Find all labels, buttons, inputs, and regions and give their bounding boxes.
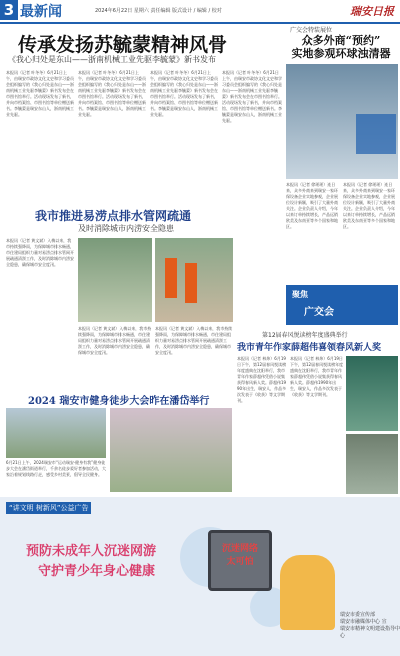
article3-body-col3: 本报讯（记者 黄文斌）入梅以来，我市持续强降雨，为保障城市排水畅通，市住建局组织力量对易涝点排水管网开展疏通清淤工作，及时消除城市内涝安全隐患，确保城市安全度汛。 (155, 326, 233, 355)
article2-body-col1: 本报讯（记者 徐瑶瑶）连日来，众多外商来到瑞安一家环保设备企业实地参观，企业展位设计新颖，吸引了大量外商关注。企业负责人介绍，今年以来订单持续增长，产品远销欧美及东南亚等多个国家和地区。 (286, 182, 338, 229)
page-number: 3 (0, 0, 18, 20)
side-sub: 广交会 (304, 307, 334, 318)
article1-body-col3: 本报讯（记者 叶冬冬）6月21日上午，由瑞安市政协文化文史和学习委员会组织编写的《我心归处是东山——浙南机械工业先驱李毓蒙》新书发布会在市图书馆举行。活动现场发布了新书，并向市档案馆、市图书馆等单位赠送新书。李毓蒙是瑞安东山人，浙南机械工业先驱。 (150, 70, 218, 117)
article3-photo-2 (155, 238, 233, 322)
article3-title: 我市推进易涝点排水管网疏通 (35, 209, 192, 223)
article2-title: 众多外商“预约” 实地参观环球浊清器 (291, 34, 391, 60)
newspaper-logo: 瑞安日报 (350, 5, 394, 18)
ad-slogan-1: 预防未成年人沉迷网游 (26, 544, 157, 559)
article1-body-col1: 本报讯（记者 叶冬冬）6月21日上午，由瑞安市政协文化文史和学习委员会组织编写的《我心归处是东山——浙南机械工业先驱李毓蒙》新书发布会在市图书馆举行。活动现场发布了新书，并向市档案馆、市图书馆等单位赠送新书。李毓蒙是瑞安东山人，浙南机械工业先驱。 (6, 70, 74, 117)
section-title: 最新闻 (20, 4, 62, 20)
ad-footer: 瑞安市委宣传部 瑞安市融媒体中心 宣 瑞安市精神文明建设指导中心 (340, 612, 400, 639)
article4-photo-1 (6, 408, 106, 458)
article5-body-col2: 本报讯（记者 林炜）6月19日下午，第12届春风悦读榜年度盛典在沈阳举行，我市青年作家薛超伟凭借小说集获得春风新人奖。薛超伟1990年出生，瑞安人，作品多次发表于《收获》等文学期刊。 (290, 356, 344, 397)
article5-photo-1 (346, 356, 398, 431)
article3-subtitle: 及时消除城市内涝安全隐患 (78, 224, 174, 233)
article5-title: 我市青年作家薛超伟喜领春风新人奖 (237, 343, 382, 353)
article1-subtitle: 《我心归处是东山——浙南机械工业先驱李毓蒙》新书发布 (8, 55, 216, 64)
article2-photo (286, 64, 398, 179)
article4-title: 2024 瑞安市健身徒步大会昨在潘岱举行 (28, 396, 210, 407)
header-meta: 2024年6月22日 星期六 责任编辑 版式设计 / 编辑 / 校对 (95, 8, 222, 14)
article1-body-col2: 本报讯（记者 叶冬冬）6月21日上午，由瑞安市政协文化文史和学习委员会组织编写的《我心归处是东山——浙南机械工业先驱李毓蒙》新书发布会在市图书馆举行。活动现场发布了新书，并向市档案馆、市图书馆等单位赠送新书。李毓蒙是瑞安东山人，浙南机械工业先驱。 (78, 70, 146, 117)
article3-photo-1 (78, 238, 152, 322)
article5-photo-2 (346, 434, 398, 494)
worker-figure (185, 263, 197, 303)
article2-body-col2: 本报讯（记者 徐瑶瑶）连日来，众多外商来到瑞安一家环保设备企业实地参观，企业展位设计新颖，吸引了大量外商关注。企业负责人介绍，今年以来订单持续增长，产品远销欧美及东南亚等多个国家和地区。 (343, 182, 395, 229)
article1-title: 传承发扬苏毓蒙精神风骨 (18, 34, 228, 56)
child-illustration (280, 555, 335, 630)
ad-title: “讲文明 树新风”公益广告 (6, 502, 91, 514)
article4-body: 6月21日上午，2024瑞安市“运动瑞安·健身有我”健身徒步大会在潘岱街道举行，千余名徒步爱好者参加活动，大家沿着规划线路行走，感受乡村美景，倡导全民健身。 (6, 460, 106, 477)
ad-slogan-2: 守护青少年身心健康 (38, 564, 156, 579)
worker-figure (165, 258, 177, 298)
article1-body-col4: 本报讯（记者 叶冬冬）6月21日上午，由瑞安市政协文化文史和学习委员会组织编写的《我心归处是东山——浙南机械工业先驱李毓蒙》新书发布会在市图书馆举行。活动现场发布了新书，并向市档案馆、市图书馆等单位赠送新书。李毓蒙是瑞安东山人，浙南机械工业先驱。 (222, 70, 282, 123)
article3-body: 本报讯（记者 黄文斌）入梅以来，我市持续强降雨，为保障城市排水畅通，市住建局组织力量对易涝点排水管网开展疏通清淤工作，及时消除城市内涝安全隐患，确保城市安全度汛。 (6, 238, 74, 267)
article5-label: 第12届春风悦读榜年度盛典举行 (262, 332, 348, 339)
booth-logo-icon (356, 114, 396, 154)
side-feature-box (286, 285, 398, 325)
article5-body-col1: 本报讯（记者 林炜）6月19日下午，第12届春风悦读榜年度盛典在沈阳举行，我市青年作家薛超伟凭借小说集获得春风新人奖。薛超伟1990年出生，瑞安人，作品多次发表于《收获》等文学期刊。 (237, 356, 287, 403)
article4-photo-2 (110, 408, 232, 492)
article3-body-col2: 本报讯（记者 黄文斌）入梅以来，我市持续强降雨，为保障城市排水畅通，市住建局组织力量对易涝点排水管网开展疏通清淤工作，及时消除城市内涝安全隐患，确保城市安全度汛。 (78, 326, 152, 355)
side-label: 聚焦 (292, 290, 308, 299)
article2-label: 广交会特装展位 (290, 27, 333, 34)
ad-sign: 沉迷网络 太可怕 (221, 544, 258, 567)
game-screen-illustration (208, 530, 272, 591)
